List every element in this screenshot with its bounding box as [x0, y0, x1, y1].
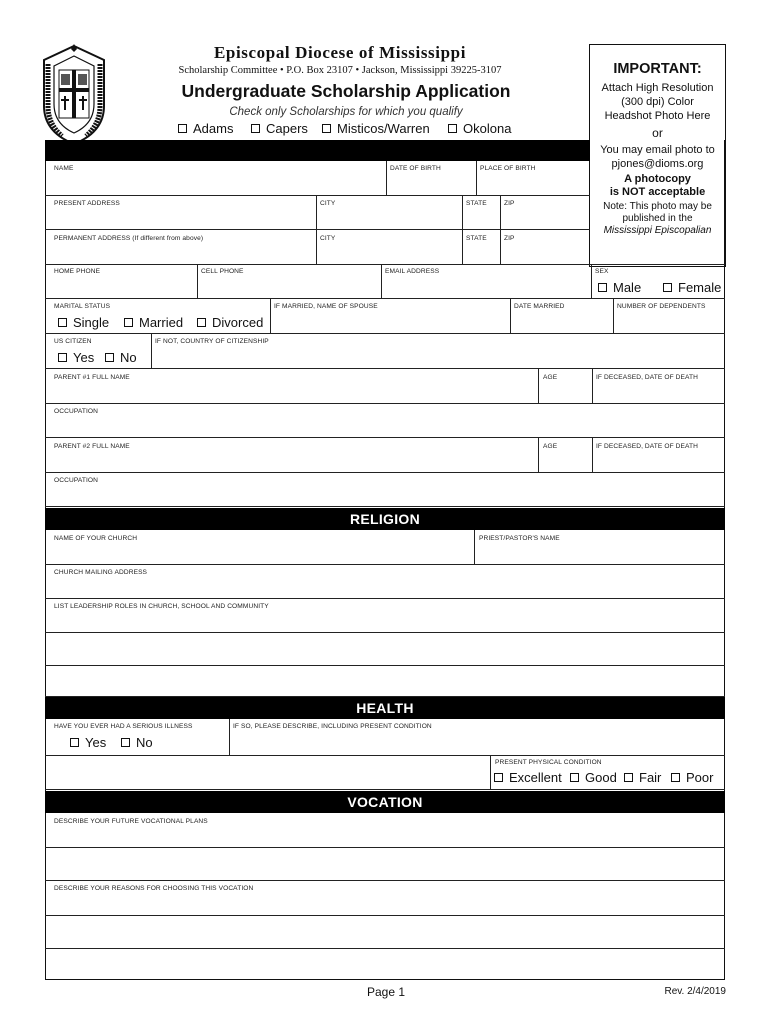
cell-phone-field[interactable] [199, 278, 380, 297]
permanent-state-field[interactable] [464, 245, 499, 263]
permanent-zip-label: ZIP [504, 235, 515, 242]
illness-describe-label: IF SO, PLEASE DESCRIBE, INCLUDING PRESENT CONDITION [233, 723, 432, 730]
dob-field[interactable] [388, 175, 475, 194]
future-plans-field[interactable] [47, 828, 723, 879]
condition-poor-checkbox[interactable] [671, 770, 713, 785]
email-field[interactable] [383, 278, 590, 297]
parent2-deceased-field[interactable] [594, 453, 724, 471]
checkbox-icon [121, 738, 130, 747]
leadership-field[interactable] [47, 613, 723, 695]
name-label: NAME [54, 165, 74, 172]
leadership-label: LIST LEADERSHIP ROLES IN CHURCH, SCHOOL AND COMMUNITY [54, 603, 269, 610]
sex-male-checkbox[interactable] [598, 280, 641, 295]
present-zip-field[interactable] [502, 210, 588, 228]
important-photocopy2: is NOT acceptable [609, 186, 706, 198]
important-title: IMPORTANT: [613, 61, 702, 77]
future-plans-label: DESCRIBE YOUR FUTURE VOCATIONAL PLANS [54, 818, 208, 825]
marital-status-label: MARITAL STATUS [54, 303, 111, 310]
checkbox-icon [105, 353, 114, 362]
top-black-bar [45, 140, 590, 161]
option-label: Poor [686, 770, 714, 785]
parent1-age-label: AGE [543, 374, 558, 381]
condition-fair-checkbox[interactable] [624, 770, 661, 785]
parent2-occupation-label: OCCUPATION [54, 477, 98, 484]
sex-label: SEX [595, 268, 609, 275]
org-address: Scholarship Committee • P.O. Box 23107 • Jackson, Mississippi 39225-3107 [178, 65, 502, 76]
church-label: NAME OF YOUR CHURCH [54, 535, 138, 542]
scholarship-capers-checkbox[interactable] [251, 121, 308, 136]
date-married-label: DATE MARRIED [514, 303, 565, 310]
option-label: No [120, 350, 137, 365]
scholarship-label: Adams [193, 121, 234, 136]
permanent-city-label: CITY [320, 235, 336, 242]
permanent-zip-field[interactable] [502, 245, 588, 263]
illness-yes-checkbox[interactable] [70, 735, 106, 750]
seal-icon [40, 44, 108, 146]
scholarship-okolona-checkbox[interactable] [448, 121, 511, 136]
option-label: Female [678, 280, 722, 295]
present-address-label: PRESENT ADDRESS [54, 200, 120, 207]
form-title: Undergraduate Scholarship Application [181, 81, 511, 101]
checkbox-icon [570, 773, 579, 782]
important-email1: You may email photo to [600, 144, 715, 156]
parent1-deceased-field[interactable] [594, 384, 724, 402]
name-field[interactable] [47, 175, 385, 194]
checkbox-icon [58, 353, 67, 362]
citizenship-field[interactable] [153, 348, 723, 367]
present-zip-label: ZIP [504, 200, 515, 207]
checkbox-icon [197, 318, 206, 327]
priest-field[interactable] [476, 545, 723, 563]
option-label: Yes [85, 735, 107, 750]
reasons-label: DESCRIBE YOUR REASONS FOR CHOOSING THIS VOCATION [54, 885, 254, 892]
pob-label: PLACE OF BIRTH [480, 165, 536, 172]
important-line3: Headshot Photo Here [604, 110, 711, 122]
important-line2: (300 dpi) Color [621, 96, 694, 108]
checkbox-icon [178, 124, 187, 133]
vocation-section-header: VOCATION [45, 791, 725, 813]
important-note3: Mississippi Episcopalian [603, 225, 712, 236]
option-label: Divorced [212, 315, 264, 330]
spouse-label: IF MARRIED, NAME OF SPOUSE [274, 303, 378, 310]
marital-divorced-checkbox[interactable] [197, 315, 263, 330]
home-phone-label: HOME PHONE [54, 268, 101, 275]
parent2-name-field[interactable] [47, 453, 537, 471]
present-state-label: STATE [466, 200, 487, 207]
important-line1: Attach High Resolution [601, 82, 714, 94]
scholarship-label: Misticos/Warren [337, 121, 430, 136]
page-number: Page 1 [366, 985, 406, 999]
permanent-address-field[interactable] [47, 245, 315, 263]
checkbox-icon [448, 124, 457, 133]
parent2-age-label: AGE [543, 443, 558, 450]
citizenship-label: IF NOT, COUNTRY OF CITIZENSHIP [155, 338, 269, 345]
option-label: Fair [639, 770, 662, 785]
reasons-field[interactable] [47, 895, 723, 979]
checkbox-icon [251, 124, 260, 133]
present-address-field[interactable] [47, 210, 315, 228]
checkbox-icon [598, 283, 607, 292]
scholarship-instruction: Check only Scholarships for which you qualify [229, 106, 463, 118]
email-label: EMAIL ADDRESS [385, 268, 440, 275]
option-label: No [136, 735, 153, 750]
scholarship-label: Okolona [463, 121, 512, 136]
permanent-city-field[interactable] [318, 245, 461, 263]
option-label: Single [73, 315, 110, 330]
parent2-age-field[interactable] [540, 453, 591, 471]
church-address-field[interactable] [47, 579, 723, 597]
option-label: Good [585, 770, 617, 785]
permanent-state-label: STATE [466, 235, 487, 242]
scholarship-label: Capers [266, 121, 308, 136]
parent1-deceased-label: IF DECEASED, DATE OF DEATH [596, 374, 699, 381]
health-section-header: HEALTH [45, 697, 725, 719]
option-label: Married [139, 315, 184, 330]
dob-label: DATE OF BIRTH [390, 165, 441, 172]
important-note2: published in the [622, 213, 693, 224]
org-name: Episcopal Diocese of Mississippi [213, 43, 467, 62]
important-email2: pjones@dioms.org [611, 158, 704, 170]
parent1-name-field[interactable] [47, 384, 537, 402]
priest-label: PRIEST/PASTOR'S NAME [479, 535, 560, 542]
church-field[interactable] [47, 545, 473, 563]
dependents-label: NUMBER OF DEPENDENTS [617, 303, 706, 310]
citizen-yes-checkbox[interactable] [58, 350, 94, 365]
parent2-deceased-label: IF DECEASED, DATE OF DEATH [596, 443, 699, 450]
option-label: Excellent [509, 770, 562, 785]
citizen-no-checkbox[interactable] [105, 350, 137, 365]
diocese-seal [40, 44, 108, 146]
spouse-field[interactable] [272, 313, 509, 332]
home-phone-field[interactable] [47, 278, 196, 297]
checkbox-icon [322, 124, 331, 133]
pob-field[interactable] [478, 175, 588, 194]
permanent-address-label: PERMANENT ADDRESS (If different from above) [54, 235, 204, 242]
parent1-occupation-field[interactable] [47, 418, 723, 436]
parent1-label: PARENT #1 FULL NAME [54, 374, 130, 381]
parent1-occupation-label: OCCUPATION [54, 408, 98, 415]
physical-condition-label: PRESENT PHYSICAL CONDITION [495, 759, 602, 766]
checkbox-icon [124, 318, 133, 327]
option-label: Yes [73, 350, 95, 365]
parent2-label: PARENT #2 FULL NAME [54, 443, 130, 450]
date-married-field[interactable] [512, 313, 612, 332]
checkbox-icon [624, 773, 633, 782]
revision-date: Rev. 2/4/2019 [664, 986, 726, 997]
sex-female-checkbox[interactable] [663, 280, 721, 295]
important-or: or [652, 126, 663, 140]
present-city-label: CITY [320, 200, 336, 207]
scholarship-adams-checkbox[interactable] [178, 121, 233, 136]
marital-single-checkbox[interactable] [58, 315, 109, 330]
important-note1: Note: This photo may be [603, 201, 712, 212]
religion-section-header: RELIGION [45, 508, 725, 530]
illness-no-checkbox[interactable] [121, 735, 153, 750]
present-state-field[interactable] [464, 210, 499, 228]
checkbox-icon [58, 318, 67, 327]
parent2-occupation-field[interactable] [47, 487, 723, 505]
checkbox-icon [671, 773, 680, 782]
checkbox-icon [663, 283, 672, 292]
checkbox-icon [494, 773, 503, 782]
important-photocopy1: A photocopy [624, 173, 691, 185]
cell-phone-label: CELL PHONE [201, 268, 244, 275]
condition-good-checkbox[interactable] [570, 770, 617, 785]
dependents-field[interactable] [615, 313, 724, 332]
us-citizen-label: US CITIZEN [54, 338, 92, 345]
parent1-age-field[interactable] [540, 384, 591, 402]
scholarship-misticos-checkbox[interactable] [322, 121, 430, 136]
condition-excellent-checkbox[interactable] [494, 770, 562, 785]
option-label: Male [613, 280, 642, 295]
marital-married-checkbox[interactable] [124, 315, 183, 330]
present-city-field[interactable] [318, 210, 461, 228]
illness-label: HAVE YOU EVER HAD A SERIOUS ILLNESS [54, 723, 193, 730]
church-address-label: CHURCH MAILING ADDRESS [54, 569, 148, 576]
checkbox-icon [70, 738, 79, 747]
